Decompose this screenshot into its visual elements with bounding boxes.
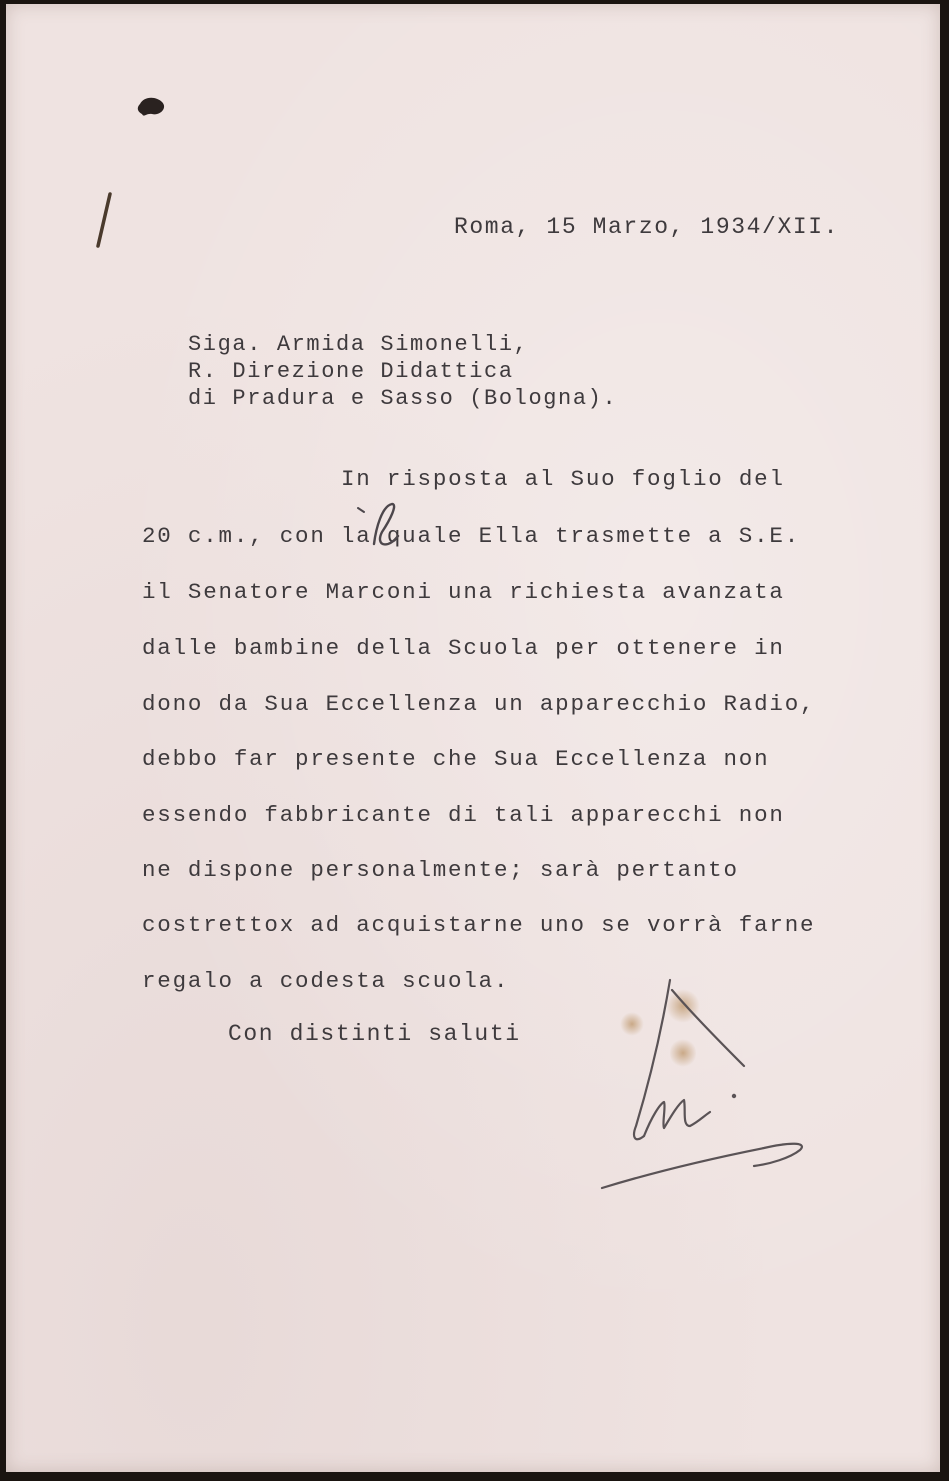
pencil-slash-mark bbox=[88, 190, 118, 252]
body-line: regalo a codesta scuola. bbox=[142, 968, 510, 994]
body-line: dalle bambine della Scuola per ottenere in bbox=[142, 635, 785, 661]
handwritten-signature bbox=[594, 976, 814, 1196]
closing-salutation: Con distinti saluti bbox=[228, 1021, 521, 1047]
recipient-location: di Pradura e Sasso (Bologna). bbox=[188, 386, 618, 411]
body-line: essendo fabbricante di tali apparecchi non bbox=[142, 802, 785, 828]
handwritten-correction-mark bbox=[354, 498, 402, 548]
letter-date: Roma, 15 Marzo, 1934/XII. bbox=[454, 214, 840, 240]
body-line: ne dispone personalmente; sarà pertanto bbox=[142, 857, 739, 883]
body-line: debbo far presente che Sua Eccellenza non bbox=[142, 746, 770, 772]
body-line: 20 c.m., con la quale Ella trasmette a S.E. bbox=[142, 523, 800, 549]
body-line: il Senatore Marconi una richiesta avanzata bbox=[142, 579, 785, 605]
body-line: costrettox ad acquistarne uno se vorrà farne bbox=[142, 912, 816, 938]
recipient-name: Siga. Armida Simonelli, bbox=[188, 332, 529, 357]
recipient-office: R. Direzione Didattica bbox=[188, 359, 514, 384]
body-line: dono da Sua Eccellenza un apparecchio Radio, bbox=[142, 691, 816, 717]
ink-blot-mark bbox=[134, 92, 174, 122]
body-line: In risposta al Suo foglio del bbox=[341, 466, 785, 492]
letter-page bbox=[6, 4, 940, 1472]
